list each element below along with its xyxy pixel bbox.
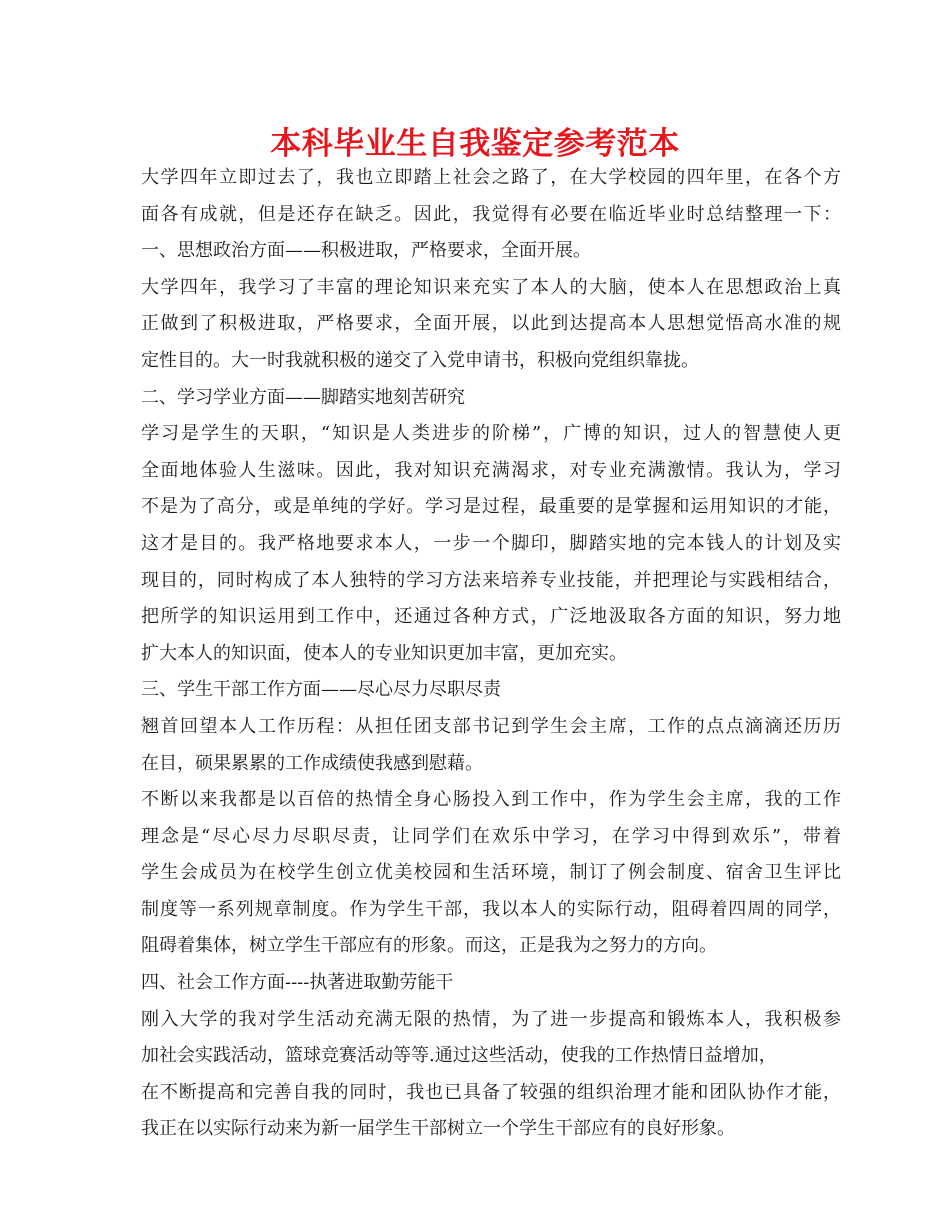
document-title: 本科毕业生自我鉴定参考范本 — [270, 126, 680, 162]
body-line: 不是为了高分，或是单纯的学好。学习是过程，最重要的是掌握和运用知识的才能， — [141, 496, 841, 518]
body-line: 不断以来我都是以百倍的热情全身心肠投入到工作中，作为学生会主席，我的工作 — [141, 789, 841, 811]
body-line: 现目的，同时构成了本人独特的学习方法来培养专业技能，并把理论与实践相结合， — [141, 569, 841, 591]
body-line: 制度等一系列规章制度。作为学生干部，我以本人的实际行动，阻碍着四周的同学， — [141, 898, 841, 920]
body-line: 大学四年立即过去了，我也立即踏上社会之路了，在大学校园的四年里，在各个方 — [141, 167, 841, 188]
body-line: 阻碍着集体，树立学生干部应有的形象。而这，正是我为之努力的方向。 — [141, 935, 717, 957]
section-heading: 二、学习学业方面——脚踏实地刻苦研究 — [141, 386, 465, 408]
body-line: 学生会成员为在校学生创立优美校园和生活环境，制订了例会制度、宿舍卫生评比 — [141, 862, 841, 884]
body-line: 在不断提高和完善自我的同时，我也已具备了较强的组织治理才能和团队协作才能， — [141, 1081, 841, 1103]
body-line: 把所学的知识运用到工作中，还通过各种方式，广泛地汲取各方面的知识，努力地 — [141, 606, 841, 628]
body-line: 全面地体验人生滋味。因此，我对知识充满渴求，对专业充满激情。我认为，学习 — [141, 459, 841, 481]
section-heading: 四、社会工作方面----执著进取勤劳能干 — [141, 972, 454, 994]
body-line: 面各有成就，但是还存在缺乏。因此，我觉得有必要在临近毕业时总结整理一下： — [141, 203, 841, 225]
body-line: 正做到了积极进取，严格要求，全面开展，以此到达提高本人思想觉悟高水准的规 — [141, 313, 841, 335]
body-line: 理念是“尽心尽力尽职尽责，让同学们在欢乐中学习，在学习中得到欢乐”，带着 — [141, 825, 841, 847]
body-line: 这才是目的。我严格地要求本人，一步一个脚印，脚踏实地的完本钱人的计划及实 — [141, 532, 841, 554]
body-line: 学习是学生的天职，“知识是人类进步的阶梯”，广博的知识，过人的智慧使人更 — [141, 423, 841, 445]
body-line: 我正在以实际行动来为新一届学生干部树立一个学生干部应有的良好形象。 — [141, 1118, 735, 1140]
section-heading: 三、学生干部工作方面——尽心尽力尽职尽责 — [141, 679, 501, 701]
body-line: 在目，硕果累累的工作成绩使我感到慰藉。 — [141, 752, 483, 774]
body-line: 扩大本人的知识面，使本人的专业知识更加丰富，更加充实。 — [141, 642, 627, 664]
body-line: 大学四年，我学习了丰富的理论知识来充实了本人的大脑，使本人在思想政治上真 — [141, 276, 841, 298]
body-line: 定性目的。大一时我就积极的递交了入党申请书，积极向党组织靠拢。 — [141, 349, 699, 371]
document-body — [141, 160, 841, 1148]
body-line: 加社会实践活动，篮球竞赛活动等等.通过这些活动，使我的工作热情日益增加， — [141, 1045, 777, 1067]
section-heading: 一、思想政治方面——积极进取，严格要求，全面开展。 — [141, 240, 591, 262]
body-line: 翘首回望本人工作历程：从担任团支部书记到学生会主席，工作的点点滴滴还历历 — [141, 715, 841, 737]
body-line: 刚入大学的我对学生活动充满无限的热情，为了进一步提高和锻炼本人，我积极参 — [141, 1008, 841, 1030]
